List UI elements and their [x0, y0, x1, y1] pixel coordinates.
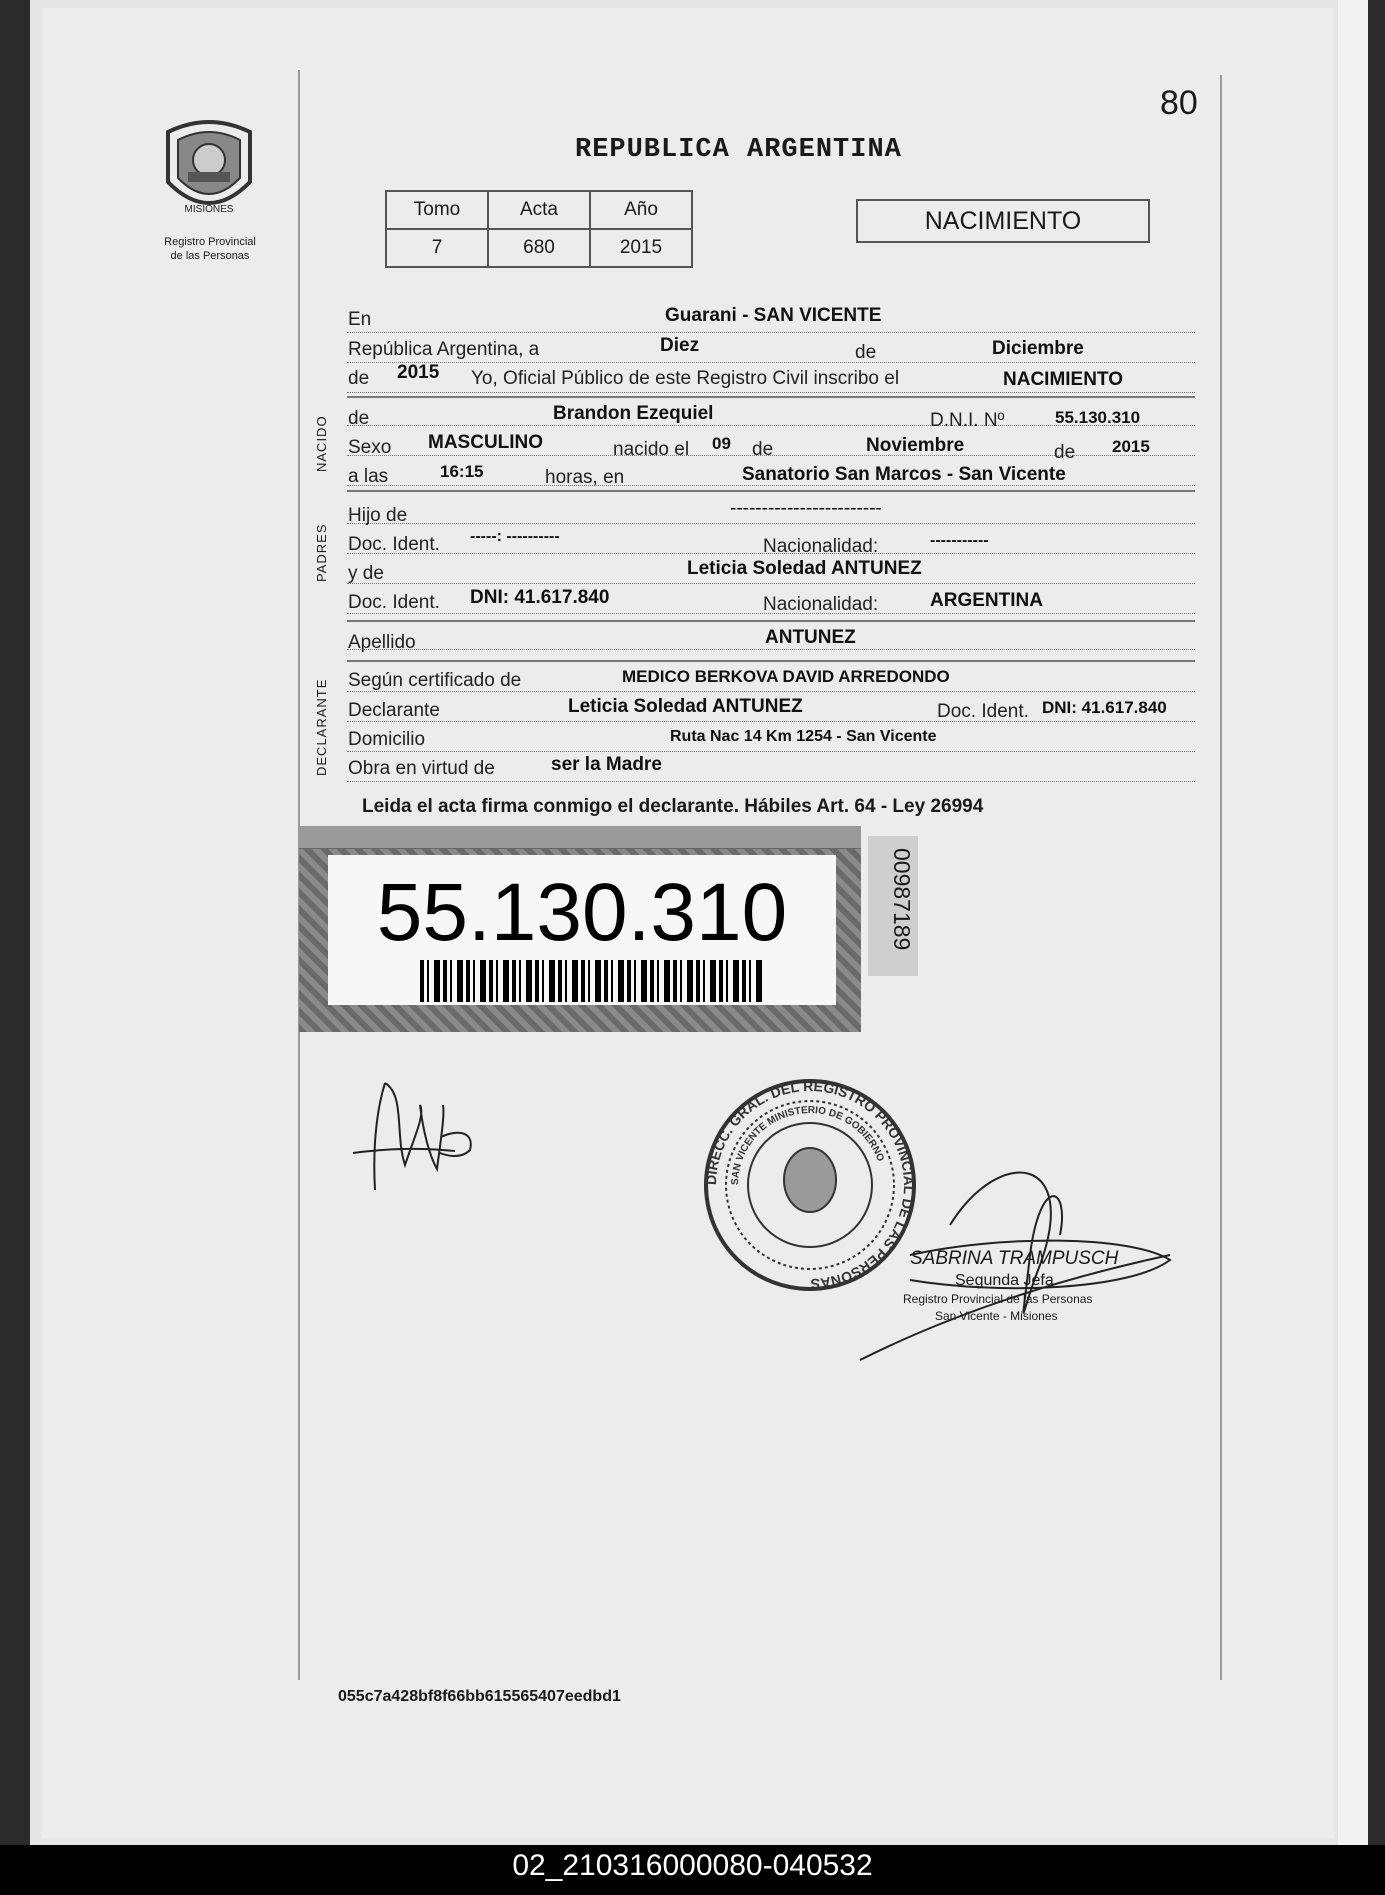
value-acta: 680 — [488, 229, 590, 267]
de-label: de — [1054, 442, 1076, 463]
seal-caption — [140, 235, 280, 263]
mother-doc-value: DNI: 41.617.840 — [470, 587, 610, 608]
page-number: 80 — [1160, 84, 1198, 122]
label-big-number: 55.130.310 — [376, 867, 788, 958]
domicilio-label: Domicilio — [348, 729, 426, 750]
address-value: Ruta Nac 14 Km 1254 - San Vicente — [670, 728, 937, 745]
nacionalidad-label: Nacionalidad: — [763, 536, 879, 557]
birth-day-value: 09 — [712, 434, 731, 453]
sexo-label: Sexo — [348, 437, 392, 458]
barcode — [420, 960, 765, 1002]
de-label: de — [855, 342, 877, 363]
section-rule — [347, 490, 1195, 492]
horas-label: horas, en — [545, 467, 625, 488]
republica-label: República Argentina, a — [348, 339, 540, 360]
sexo-value: MASCULINO — [428, 432, 544, 453]
oficial-text: Yo, Oficial Público de este Registro Civil inscribo el — [471, 368, 900, 389]
header-ano: Año — [590, 191, 692, 229]
certificate-value: MEDICO BERKOVA DAVID ARREDONDO — [622, 667, 950, 686]
seal-caption-line2: de las Personas — [170, 250, 250, 262]
father-nationality-value: ----------- — [930, 532, 989, 549]
province-seal-icon — [158, 112, 260, 224]
value-tomo: 7 — [386, 229, 488, 267]
virtue-value: ser la Madre — [551, 754, 662, 775]
birth-month-value: Noviembre — [866, 435, 965, 456]
seal-text: MISIONES — [184, 204, 234, 215]
signer-name: SABRINA TRAMPUSCH — [910, 1248, 1119, 1269]
value-ano: 2015 — [590, 229, 692, 267]
registry-table-header — [386, 191, 692, 229]
label-serial: 00987189 — [889, 848, 915, 951]
section-rule — [347, 660, 1195, 662]
month-value: Diciembre — [992, 338, 1084, 359]
nacido-label: nacido el — [613, 439, 690, 460]
doc-ident-label: Doc. Ident. — [348, 592, 440, 613]
certificado-label: Según certificado de — [348, 670, 522, 691]
dni-value: 55.130.310 — [1055, 408, 1141, 427]
hijo-label: Hijo de — [348, 505, 408, 526]
registry-table — [385, 190, 693, 268]
document-hash: 055c7a428bf8f66bb615565407eedbd1 — [338, 1688, 621, 1705]
doc-ident-label: Doc. Ident. — [348, 534, 440, 555]
father-doc-value: -----: ---------- — [470, 528, 560, 545]
declarant-doc-label: Doc. Ident. — [937, 701, 1029, 722]
page-edge — [1338, 0, 1368, 1845]
side-label-declarante: DECLARANTE — [314, 678, 329, 776]
dni-label: D.N.I. Nº — [930, 410, 1005, 431]
declarant-doc-value: DNI: 41.617.840 — [1042, 698, 1167, 717]
seal-caption-line1: Registro Provincial — [164, 236, 256, 248]
closing-statement: Leida el acta firma conmigo el declarante. Hábiles Art. 64 - Ley 26994 — [362, 796, 984, 817]
nacionalidad-label: Nacionalidad: — [763, 594, 879, 615]
de-label: de — [348, 368, 370, 389]
day-value: Diez — [660, 335, 700, 356]
surname-value: ANTUNEZ — [765, 627, 856, 648]
de-label: de — [348, 408, 370, 429]
mother-nationality-value: ARGENTINA — [930, 590, 1043, 611]
time-value: 16:15 — [440, 462, 484, 481]
record-type-box: NACIMIENTO — [856, 199, 1150, 243]
declarant-value: Leticia Soledad ANTUNEZ — [568, 696, 803, 717]
place-value: Guarani - SAN VICENTE — [665, 305, 882, 326]
birth-year-value: 2015 — [1112, 437, 1150, 456]
en-label: En — [348, 309, 372, 330]
section-rule — [347, 396, 1195, 398]
right-margin-line — [1220, 75, 1222, 1680]
inscribe-type-value: NACIMIENTO — [1003, 369, 1123, 390]
side-label-padres: PADRES — [314, 523, 329, 582]
name-value: Brandon Ezequiel — [553, 403, 714, 424]
signature-left — [345, 1075, 505, 1195]
birth-place-value: Sanatorio San Marcos - San Vicente — [742, 464, 1066, 485]
scan-id: 02_210316000080-040532 — [512, 1849, 873, 1882]
declarante-label: Declarante — [348, 700, 440, 721]
apellido-label: Apellido — [348, 632, 416, 653]
section-rule — [347, 620, 1195, 622]
header-tomo: Tomo — [386, 191, 488, 229]
stamp-outer-text: DIRECC. GRAL. DEL REGISTRO PROVINCIAL DE LAS PERSONAS — [702, 1077, 918, 1293]
document-title: REPUBLICA ARGENTINA — [575, 135, 902, 165]
security-band-top — [299, 826, 861, 849]
signer-location: San Vicente - Misiones — [935, 1309, 1058, 1323]
yde-label: y de — [348, 563, 384, 584]
side-label-nacido: NACIDO — [314, 415, 329, 472]
alas-label: a las — [348, 466, 389, 487]
de-label: de — [752, 439, 774, 460]
mother-name-value: Leticia Soledad ANTUNEZ — [687, 558, 922, 579]
year-value: 2015 — [397, 362, 440, 383]
stamp-inner-text: SAN VICENTE MINISTERIO DE GOBIERNO — [729, 1104, 886, 1186]
registry-table-values — [386, 229, 692, 267]
father-name-value: ------------------------ — [730, 498, 882, 519]
signer-office: Registro Provincial de las Personas — [903, 1292, 1093, 1306]
obra-label: Obra en virtud de — [348, 758, 495, 779]
signer-role: Segunda Jefa — [955, 1272, 1054, 1289]
header-acta: Acta — [488, 191, 590, 229]
